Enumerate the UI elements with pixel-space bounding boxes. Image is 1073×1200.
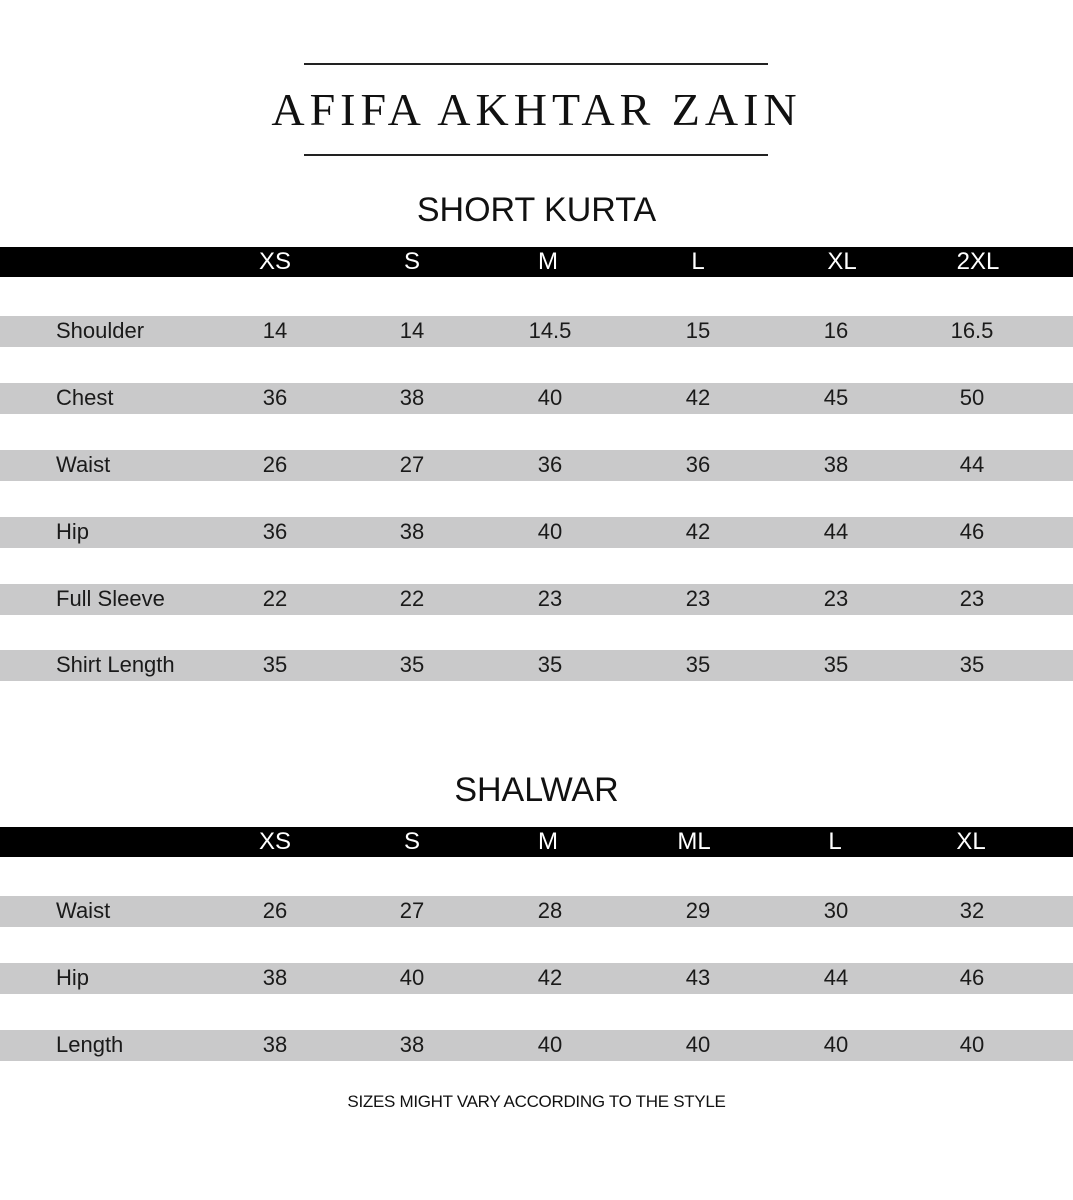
kurta-size-header-2xl: 2XL (956, 248, 1000, 275)
shalwar-size-header-s: S (403, 828, 420, 855)
value-cell: 27 (399, 898, 425, 923)
value-cell: 27 (399, 452, 425, 477)
shalwar-size-header-m: M (538, 828, 558, 855)
value-cell: 23 (823, 586, 849, 611)
value-cell: 40 (537, 519, 563, 544)
table-row (0, 517, 1073, 548)
value-cell: 32 (959, 898, 985, 923)
value-cell: 40 (823, 1032, 849, 1057)
table-row (0, 316, 1073, 347)
value-cell: 38 (262, 1032, 288, 1057)
footnote: SIZES MIGHT VARY ACCORDING TO THE STYLE (347, 1092, 726, 1111)
value-cell: 36 (262, 385, 288, 410)
kurta-header-row (0, 247, 1073, 277)
value-cell: 40 (399, 965, 425, 990)
value-cell: 36 (262, 519, 288, 544)
table-row (0, 1030, 1073, 1061)
value-cell: 26 (262, 452, 288, 477)
table-row (0, 450, 1073, 481)
shalwar-size-header-xl: XL (956, 828, 986, 855)
shalwar-size-header-ml: ML (677, 828, 711, 855)
value-cell: 40 (537, 385, 563, 410)
value-cell: 43 (685, 965, 711, 990)
row-label-shirt-length: Shirt Length (56, 652, 175, 677)
value-cell: 15 (685, 318, 711, 343)
value-cell: 23 (537, 586, 563, 611)
table-row (0, 383, 1073, 414)
row-label-shoulder: Shoulder (56, 318, 145, 343)
shalwar-size-header-xs: XS (258, 828, 291, 855)
row-label-full-sleeve: Full Sleeve (56, 586, 165, 611)
value-cell: 22 (399, 586, 425, 611)
row-label-chest: Chest (56, 385, 114, 410)
value-cell: 38 (399, 1032, 425, 1057)
value-cell: 35 (262, 652, 288, 677)
value-cell: 38 (823, 452, 849, 477)
value-cell: 36 (537, 452, 563, 477)
value-cell: 23 (685, 586, 711, 611)
value-cell: 36 (685, 452, 711, 477)
row-label-length: Length (56, 1032, 124, 1057)
kurta-size-header-l: L (691, 248, 705, 275)
row-label-waist: Waist (56, 898, 111, 923)
value-cell: 42 (685, 519, 711, 544)
value-cell: 38 (399, 385, 425, 410)
kurta-size-table (0, 247, 1073, 687)
value-cell: 14 (262, 318, 288, 343)
value-cell: 45 (823, 385, 849, 410)
value-cell: 40 (959, 1032, 985, 1057)
value-cell: 14.5 (528, 318, 572, 343)
table-row (0, 650, 1073, 681)
value-cell: 26 (262, 898, 288, 923)
value-cell: 35 (823, 652, 849, 677)
row-label-hip: Hip (56, 519, 90, 544)
value-cell: 40 (685, 1032, 711, 1057)
value-cell: 22 (262, 586, 288, 611)
kurta-section-title: SHORT KURTA (416, 191, 657, 229)
value-cell: 35 (537, 652, 563, 677)
value-cell: 23 (959, 586, 985, 611)
value-cell: 44 (823, 519, 849, 544)
kurta-size-header-s: S (403, 248, 420, 275)
value-cell: 50 (959, 385, 985, 410)
row-label-hip: Hip (56, 965, 90, 990)
value-cell: 35 (685, 652, 711, 677)
value-cell: 44 (959, 452, 985, 477)
value-cell: 14 (399, 318, 425, 343)
brand-name: AFIFA AKHTAR ZAIN (271, 84, 802, 135)
value-cell: 29 (685, 898, 711, 923)
value-cell: 30 (823, 898, 849, 923)
kurta-size-header-xs: XS (258, 248, 291, 275)
brand-top-rule (304, 63, 768, 65)
value-cell: 35 (399, 652, 425, 677)
kurta-size-header-xl: XL (827, 248, 857, 275)
shalwar-section-title: SHALWAR (454, 771, 619, 809)
value-cell: 16.5 (950, 318, 994, 343)
table-row (0, 896, 1073, 927)
kurta-size-header-m: M (538, 248, 558, 275)
value-cell: 42 (537, 965, 563, 990)
value-cell: 35 (959, 652, 985, 677)
value-cell: 38 (399, 519, 425, 544)
shalwar-size-header-l: L (828, 828, 842, 855)
value-cell: 40 (537, 1032, 563, 1057)
value-cell: 38 (262, 965, 288, 990)
value-cell: 44 (823, 965, 849, 990)
brand-bottom-rule (304, 154, 768, 156)
shalwar-header-row (0, 827, 1073, 857)
table-row (0, 963, 1073, 994)
value-cell: 46 (959, 965, 985, 990)
row-label-waist: Waist (56, 452, 111, 477)
value-cell: 16 (823, 318, 849, 343)
value-cell: 46 (959, 519, 985, 544)
value-cell: 42 (685, 385, 711, 410)
shalwar-size-table (0, 827, 1073, 1067)
value-cell: 28 (537, 898, 563, 923)
table-row (0, 584, 1073, 615)
